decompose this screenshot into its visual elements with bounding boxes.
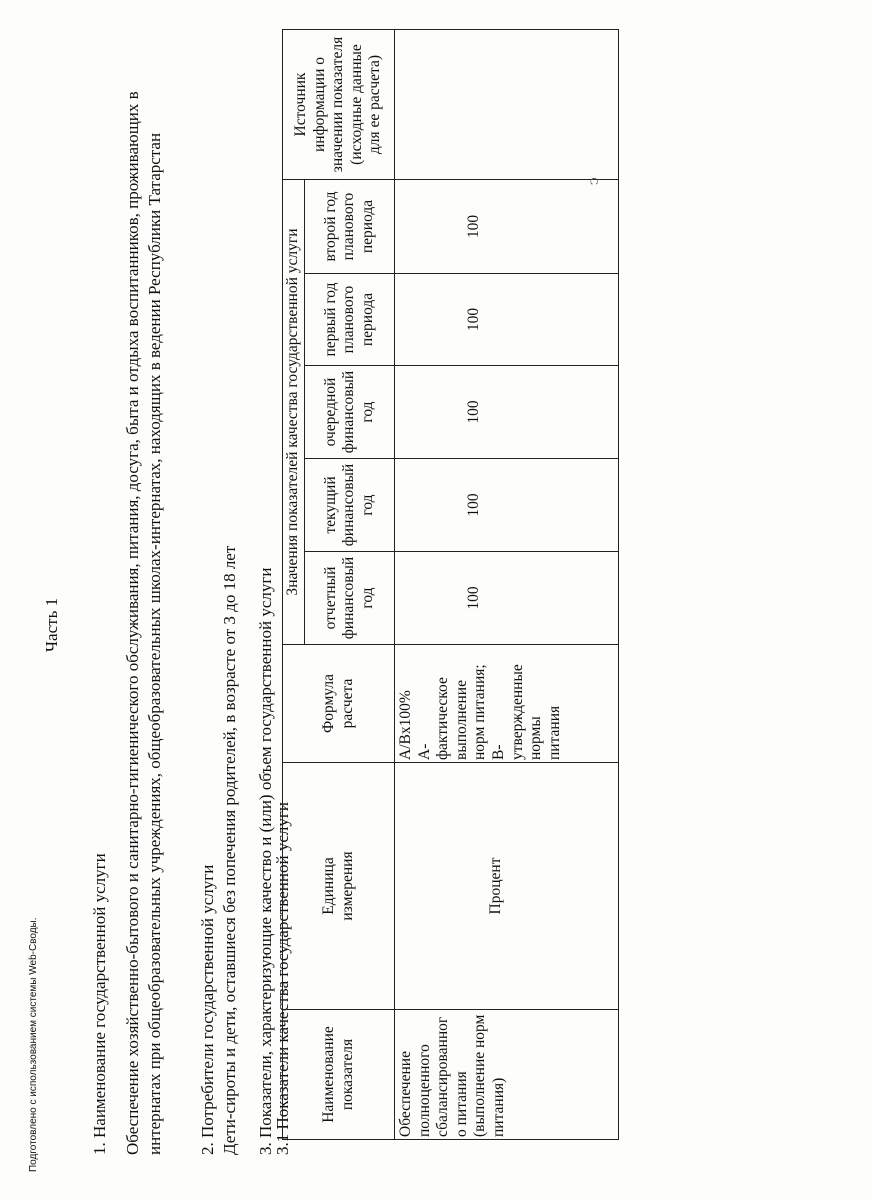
name-line: питания) xyxy=(489,1077,507,1137)
section3-subheading: 3.1 Показатели качества государственной услуги xyxy=(273,802,292,1155)
section2-heading: 2. Потребители государственной услуги xyxy=(198,864,217,1155)
name-line: Обеспечение xyxy=(397,1051,414,1137)
cell-indicator-name xyxy=(395,1010,619,1140)
formula-line: питания xyxy=(545,705,563,760)
header-reporting-year: отчетный финансовый год xyxy=(305,552,395,645)
formula-line: нормы xyxy=(527,716,545,760)
name-line: о питания xyxy=(452,1071,470,1137)
header-unit: Единица измерения xyxy=(283,763,395,1010)
name-line: полноценного xyxy=(415,1044,433,1137)
section1-heading: 1. Наименование государственной услуги xyxy=(90,853,109,1155)
section1-line1: Обеспечение хозяйственно-бытового и санитарно-гигиенического обслуживания, питания, досуга, быта и отдыха воспитанников, проживающих в xyxy=(123,91,142,1155)
header-next-year: очередной финансовый год xyxy=(305,366,395,459)
name-line: сбалансированног xyxy=(434,1016,452,1137)
formula-line: A- xyxy=(415,743,433,760)
formula-line: B- xyxy=(489,744,507,760)
formula-line: утвержденные xyxy=(508,664,526,760)
cell-plan1-value: 100 xyxy=(395,274,619,366)
header-values-group: Значения показателей качества государственной услуги xyxy=(283,180,305,645)
cell-source xyxy=(395,30,619,180)
section2-line1: Дети-сироты и дети, оставшиеся без попечения родителей, в возрасте от 3 до 18 лет xyxy=(220,545,239,1155)
stray-mark: Ↄ xyxy=(590,177,601,185)
header-indicator-name: Наименование показателя xyxy=(283,1010,395,1140)
cell-current-value: 100 xyxy=(395,459,619,552)
cell-next-value: 100 xyxy=(395,366,619,459)
cell-formula xyxy=(395,645,619,763)
quality-table-wrap xyxy=(282,29,619,1140)
table-row xyxy=(395,30,619,1140)
footer-note: Подготовлено с использованием системы Web-Своды. xyxy=(28,917,39,1172)
part-title: Часть 1 xyxy=(42,597,61,652)
header-plan-year1: первый год планового периода xyxy=(305,274,395,366)
section1-line2: интернатах при общеобразовательных учреждениях, общеобразовательных школах-интернатах, находящих в ведении Республики Татарстан xyxy=(145,132,164,1155)
header-formula: Формула расчета xyxy=(283,645,395,763)
cell-reporting-value: 100 xyxy=(395,552,619,645)
name-line: (выполнение норм xyxy=(471,1014,489,1137)
header-source: Источник информации о значении показателя (исходные данные для ее расчета) xyxy=(283,30,395,180)
quality-indicators-table xyxy=(282,29,619,1140)
cell-plan2-value: 100 xyxy=(395,180,619,274)
formula-line: норм питания; xyxy=(471,664,489,760)
header-plan-year2: второй год планового периода xyxy=(305,180,395,274)
formula-line: выполнение xyxy=(452,680,470,760)
formula-line: фактическое xyxy=(434,677,452,760)
header-current-year: текущий финансовый год xyxy=(305,459,395,552)
cell-unit: Процент xyxy=(395,763,619,1010)
section3-heading: 3. Показатели, характеризующие качество и (или) объем государственной услуги xyxy=(256,567,275,1155)
formula-line: A/Bx100% xyxy=(397,690,414,760)
